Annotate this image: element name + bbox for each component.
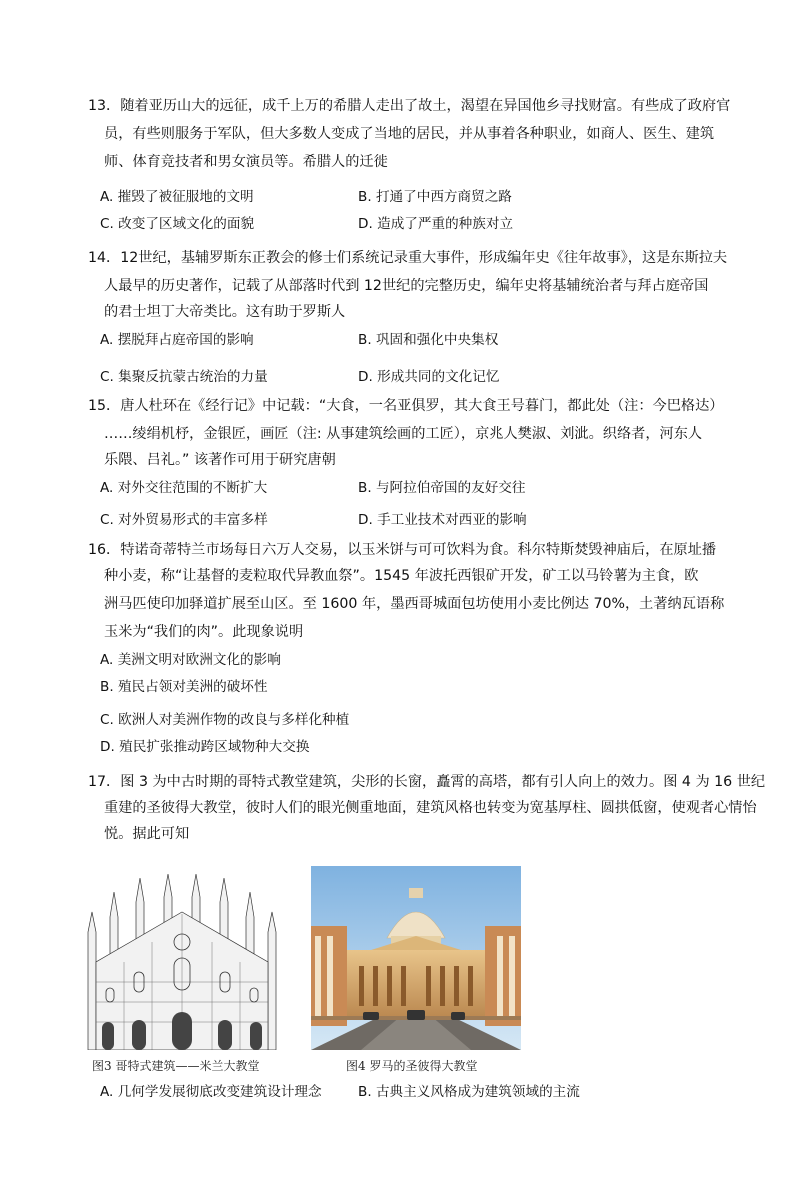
q16-line-4: 玉米为“我们的肉”。此现象说明 — [104, 624, 304, 640]
milan-cathedral-drawing — [80, 872, 284, 1050]
q16-line-2: 种小麦，称“让基督的麦粒取代异教血祭”。1545 年波托西银矿开发，矿工以马铃薯为主食，欧 — [104, 568, 699, 584]
figure-4-caption: 图4 罗马的圣彼得大教堂 — [346, 1059, 478, 1073]
figure-3-milan-cathedral — [80, 872, 284, 1050]
q14-line-3: 的君士坦丁大帝类比。这有助于罗斯人 — [104, 304, 346, 320]
q15-option-c[interactable]: C. 对外贸易形式的丰富多样 — [100, 512, 268, 528]
q14-option-b[interactable]: B. 巩固和强化中央集权 — [358, 332, 499, 348]
q16-line-3: 洲马匹使印加驿道扩展至山区。至 1600 年，墨西哥城面包坊使用小麦比例达 70%，土著纳瓦语称 — [104, 596, 725, 612]
q16-option-b[interactable]: B. 殖民占领对美洲的破坏性 — [100, 679, 268, 695]
q15-line-3: 乐隈、吕礼。” 该著作可用于研究唐朝 — [104, 452, 336, 468]
q13-line-3: 师、体育竞技者和男女演员等。希腊人的迁徙 — [104, 154, 388, 170]
q14-option-a[interactable]: A. 摆脱拜占庭帝国的影响 — [100, 332, 254, 348]
q16-option-d[interactable]: D. 殖民扩张推动跨区域物种大交换 — [100, 739, 310, 755]
q13-line-2: 员，有些则服务于军队，但大多数人变成了当地的居民，并从事着各种职业，如商人、医生、建筑 — [104, 126, 715, 142]
q13-option-a[interactable]: A. 摧毁了被征服地的文明 — [100, 189, 254, 205]
st-peters-photo — [311, 866, 521, 1050]
q13-line-1: 13．随着亚历山大的远征，成千上万的希腊人走出了故土，渴望在异国他乡寻找财富。有些成了政府官 — [88, 98, 731, 114]
q14-line-1: 14．12世纪，基辅罗斯东正教会的修士们系统记录重大事件，形成编年史《往年故事》，这是东斯拉夫 — [88, 250, 728, 266]
q15-line-1: 15．唐人杜环在《经行记》中记载：“大食，一名亚俱罗，其大食王号暮门，都此处（注：今巴格达） — [88, 398, 724, 414]
q16-line-1: 16．特诺奇蒂特兰市场每日六万人交易，以玉米饼与可可饮料为食。科尔特斯焚毁神庙后，在原址播 — [88, 542, 717, 558]
q13-option-d[interactable]: D. 造成了严重的种族对立 — [358, 216, 514, 232]
q17-option-a[interactable]: A. 几何学发展彻底改变建筑设计理念 — [100, 1084, 322, 1100]
figure-4-st-peters-basilica — [311, 866, 521, 1050]
q17-option-b[interactable]: B. 古典主义风格成为建筑领域的主流 — [358, 1084, 580, 1100]
q17-line-2: 重建的圣彼得大教堂，彼时人们的眼光侧重地面，建筑风格也转变为宽基厚柱、圆拱低窗，使观者心情怡 — [104, 800, 757, 816]
q17-line-3: 悦。据此可知 — [104, 826, 190, 842]
q17-line-1: 17．图 3 为中古时期的哥特式教堂建筑，尖形的长窗，矗霄的高塔，都有引人向上的效力。图 4 为 16 世纪 — [88, 774, 766, 790]
q16-option-a[interactable]: A. 美洲文明对欧洲文化的影响 — [100, 652, 281, 668]
q14-line-2: 人最早的历史著作，记载了从部落时代到 12世纪的完整历史，编年史将基辅统治者与拜占庭帝国 — [104, 278, 709, 294]
q15-option-a[interactable]: A. 对外交往范围的不断扩大 — [100, 480, 268, 496]
q13-option-c[interactable]: C. 改变了区域文化的面貌 — [100, 216, 255, 232]
q16-option-c[interactable]: C. 欧洲人对美洲作物的改良与多样化种植 — [100, 712, 350, 728]
figure-3-caption: 图3 哥特式建筑——米兰大教堂 — [92, 1059, 260, 1073]
q15-option-d[interactable]: D. 手工业技术对西亚的影响 — [358, 512, 527, 528]
q13-option-b[interactable]: B. 打通了中西方商贸之路 — [358, 189, 512, 205]
q14-option-c[interactable]: C. 集聚反抗蒙古统治的力量 — [100, 369, 268, 385]
q15-option-b[interactable]: B. 与阿拉伯帝国的友好交往 — [358, 480, 526, 496]
q15-line-2: ……绫绢机杼，金银匠，画匠（注: 从事建筑绘画的工匠），京兆人樊淑、刘泚。织络者，河东人 — [104, 426, 703, 442]
q14-option-d[interactable]: D. 形成共同的文化记忆 — [358, 369, 500, 385]
